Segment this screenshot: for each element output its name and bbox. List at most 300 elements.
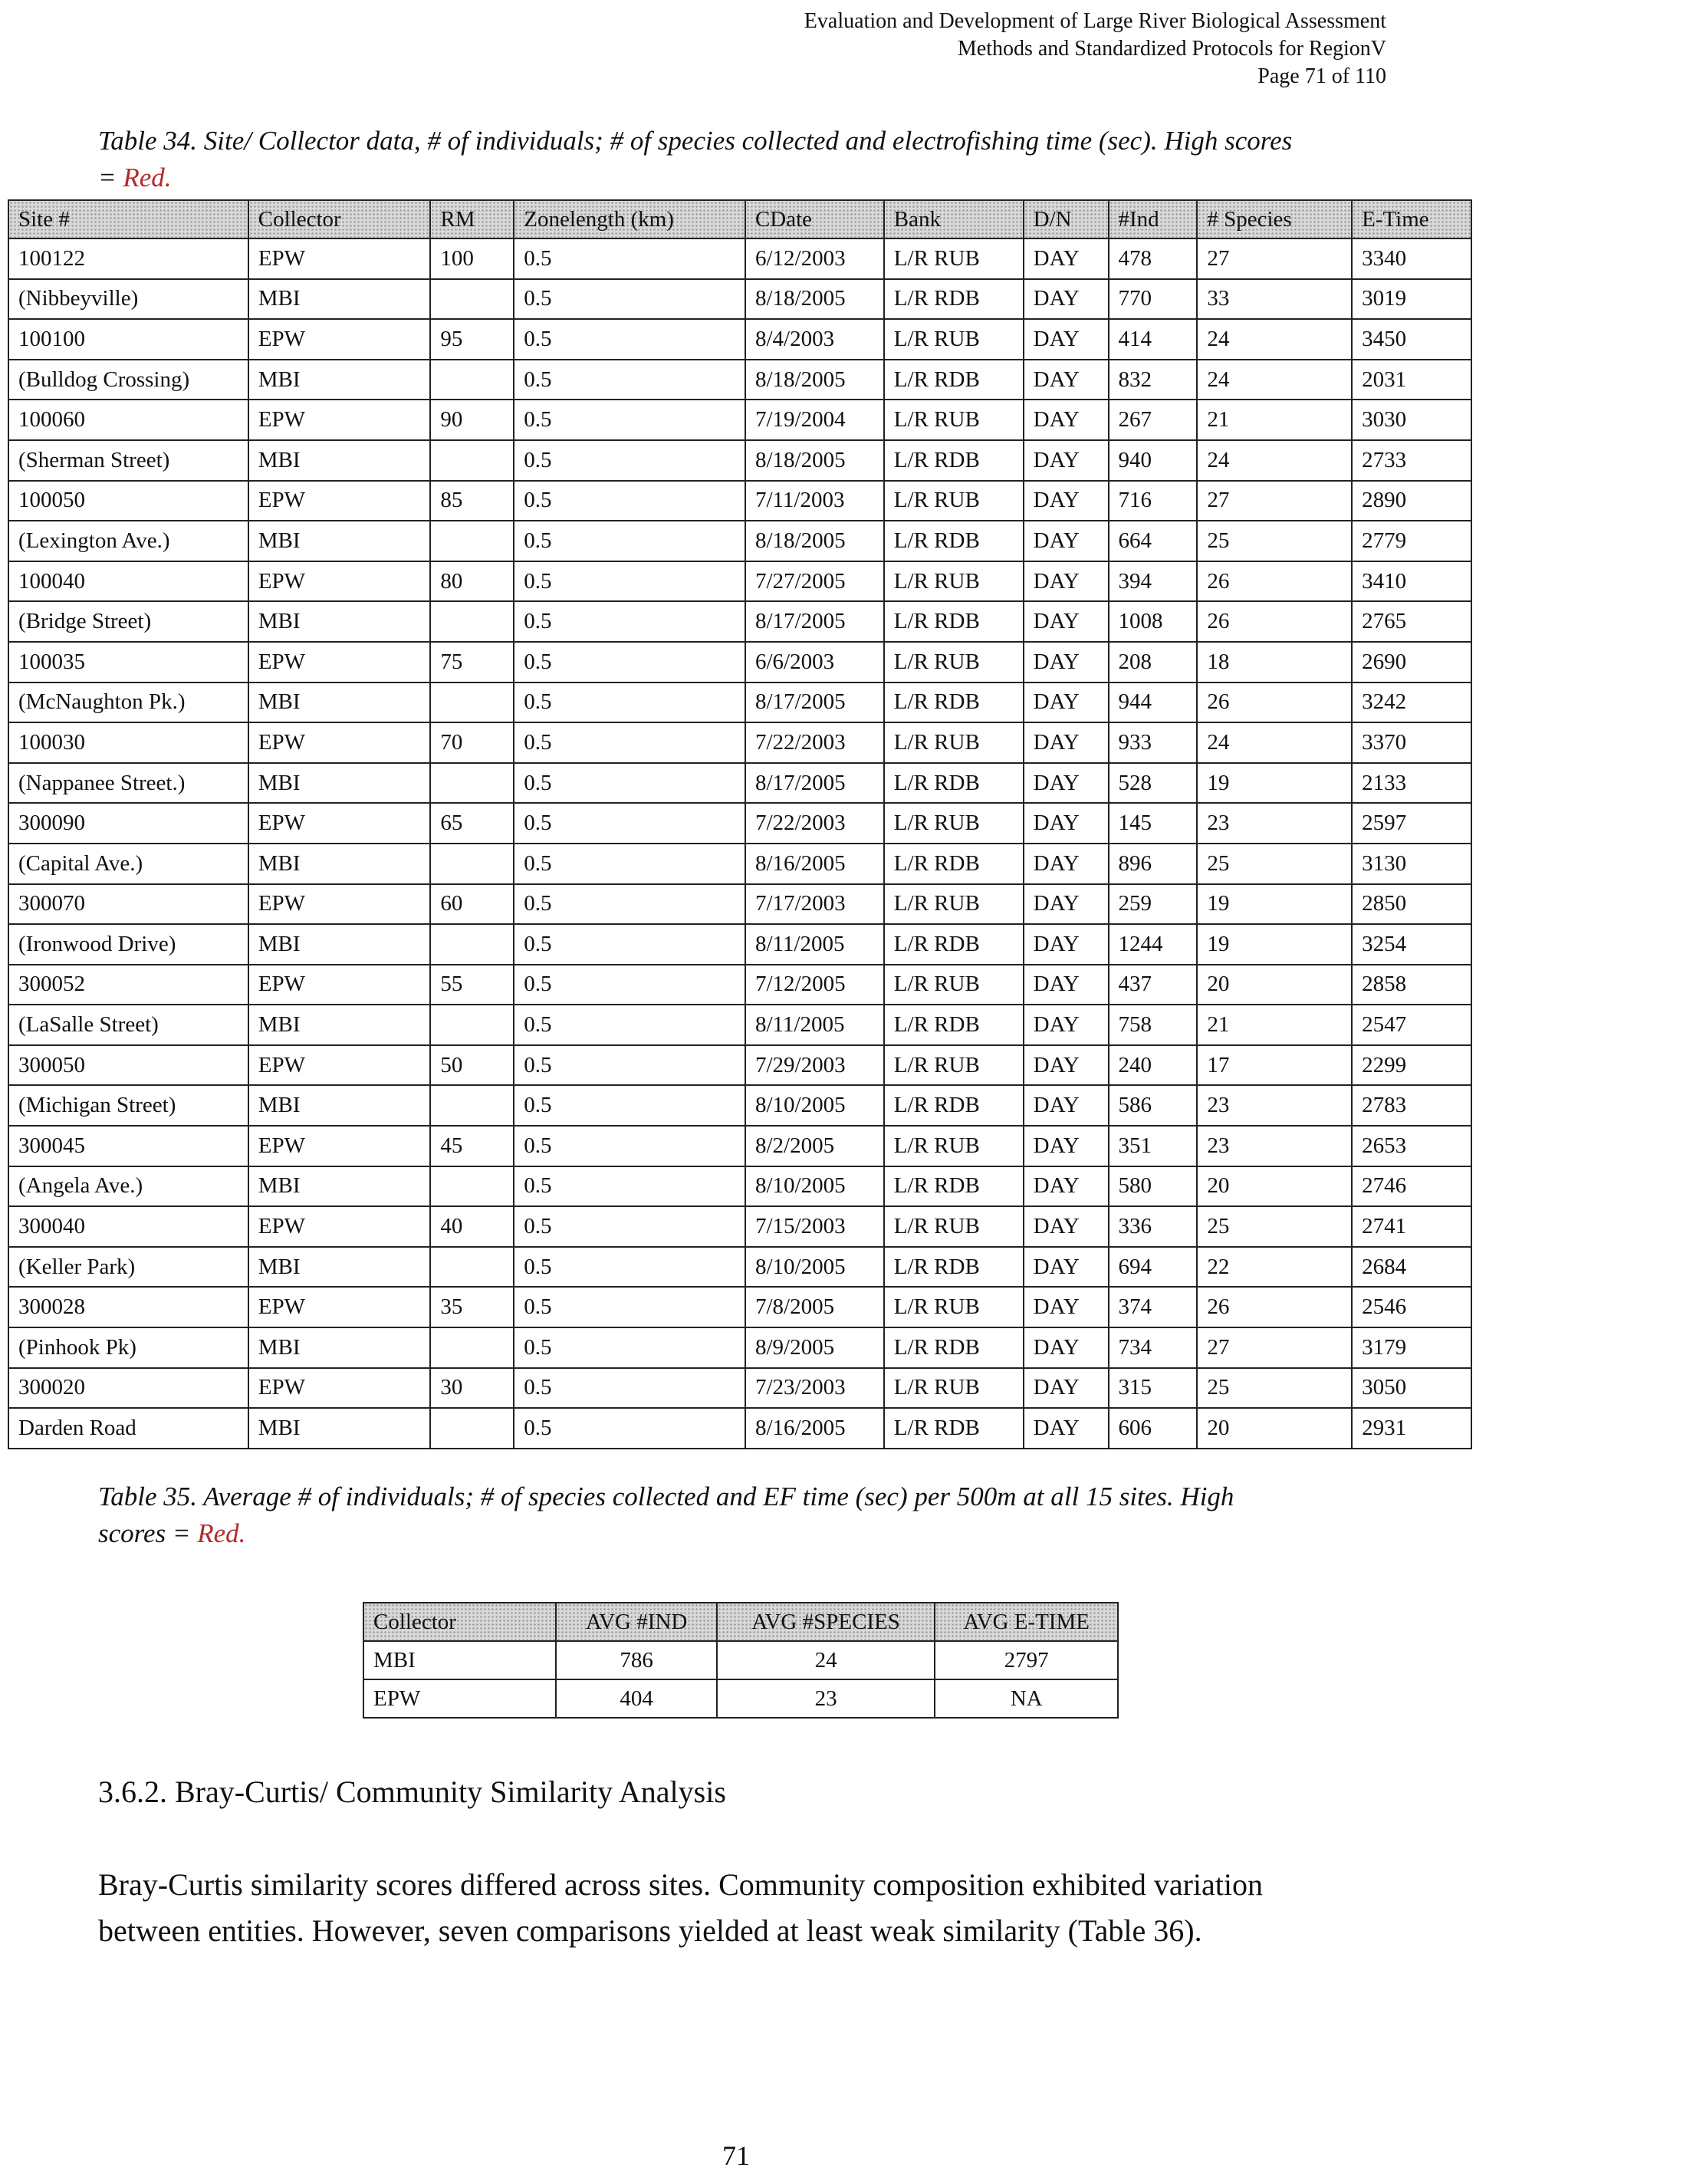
table34-cell: DAY xyxy=(1024,965,1109,1005)
table34-cell: L/R RDB xyxy=(884,924,1024,965)
table34-cell: (Pinhook Pk) xyxy=(8,1327,248,1368)
table34-cell: L/R RDB xyxy=(884,360,1024,400)
table34-cell: 21 xyxy=(1197,1005,1352,1045)
table34-cell: 100035 xyxy=(8,642,248,682)
table34-cell: L/R RUB xyxy=(884,1368,1024,1409)
table34-cell: L/R RDB xyxy=(884,601,1024,642)
table34-cell: 3030 xyxy=(1352,400,1471,440)
table34-cell: 315 xyxy=(1109,1368,1198,1409)
table34-cell: 7/15/2003 xyxy=(745,1206,884,1247)
table34-cell: DAY xyxy=(1024,1166,1109,1207)
table34-cell xyxy=(430,1085,514,1126)
table34-cell: 8/10/2005 xyxy=(745,1085,884,1126)
table34-cell: EPW xyxy=(248,319,431,360)
table34-cell: MBI xyxy=(248,440,431,481)
table34-cell: 100 xyxy=(430,238,514,279)
table34-row xyxy=(8,360,1471,400)
table34-row xyxy=(8,1005,1471,1045)
table34-cell: 2783 xyxy=(1352,1085,1471,1126)
table34-cell: 2746 xyxy=(1352,1166,1471,1207)
table34-cell: L/R RUB xyxy=(884,1287,1024,1327)
table34-cell: 27 xyxy=(1197,1327,1352,1368)
table34-cell: 259 xyxy=(1109,884,1198,925)
table34-cell: 75 xyxy=(430,642,514,682)
table34-cell: 7/23/2003 xyxy=(745,1368,884,1409)
table34-cell: DAY xyxy=(1024,682,1109,723)
table34-cell: 24 xyxy=(1197,360,1352,400)
table34-cell: 2690 xyxy=(1352,642,1471,682)
table34-cell: 70 xyxy=(430,722,514,763)
table34-cell: DAY xyxy=(1024,400,1109,440)
table34-cell xyxy=(430,1327,514,1368)
table34-cell: EPW xyxy=(248,965,431,1005)
table34-cell: DAY xyxy=(1024,440,1109,481)
header-line-1: Evaluation and Development of Large River Biological Assessment xyxy=(804,9,1386,33)
table34-row xyxy=(8,521,1471,561)
table35-col-header: AVG #SPECIES xyxy=(717,1603,935,1641)
table34-cell: 0.5 xyxy=(514,844,745,884)
table34-cell: 8/17/2005 xyxy=(745,682,884,723)
table34-cell: 940 xyxy=(1109,440,1198,481)
table34-cell: 758 xyxy=(1109,1005,1198,1045)
table34-cell: 8/17/2005 xyxy=(745,601,884,642)
header-line-2: Methods and Standardized Protocols for RegionV xyxy=(957,37,1386,61)
table34-cell: 55 xyxy=(430,965,514,1005)
table34-cell: (LaSalle Street) xyxy=(8,1005,248,1045)
table34-cell: L/R RDB xyxy=(884,1166,1024,1207)
table34-cell: 0.5 xyxy=(514,1327,745,1368)
table34-cell: 0.5 xyxy=(514,1368,745,1409)
table34-cell: DAY xyxy=(1024,1247,1109,1288)
table34-row xyxy=(8,481,1471,521)
table34-cell: 2547 xyxy=(1352,1005,1471,1045)
table34-cell xyxy=(430,521,514,561)
table34-row xyxy=(8,1166,1471,1207)
table34-cell: 0.5 xyxy=(514,1126,745,1166)
table34-cell: 25 xyxy=(1197,1206,1352,1247)
table34-cell: 300070 xyxy=(8,884,248,925)
table34-cell: L/R RDB xyxy=(884,1085,1024,1126)
table34-cell: 0.5 xyxy=(514,1287,745,1327)
table34-cell: 8/17/2005 xyxy=(745,763,884,804)
table34-cell: 2858 xyxy=(1352,965,1471,1005)
table34-cell: 0.5 xyxy=(514,1085,745,1126)
table34-cell: 300028 xyxy=(8,1287,248,1327)
table34-cell: (Michigan Street) xyxy=(8,1085,248,1126)
table34-cell: 606 xyxy=(1109,1408,1198,1449)
table34-cell xyxy=(430,1247,514,1288)
table35-col-header: Collector xyxy=(363,1603,556,1641)
table34-row xyxy=(8,722,1471,763)
table34-cell: 45 xyxy=(430,1126,514,1166)
table34-row xyxy=(8,1126,1471,1166)
table34-cell: 27 xyxy=(1197,238,1352,279)
table34-col-header: # Species xyxy=(1197,200,1352,238)
table35-cell: 786 xyxy=(556,1641,717,1679)
table34-cell: EPW xyxy=(248,481,431,521)
section-heading: 3.6.2. Bray-Curtis/ Community Similarity Analysis xyxy=(98,1774,726,1809)
table34-cell: DAY xyxy=(1024,844,1109,884)
table35-row xyxy=(363,1641,1118,1679)
table34-cell: L/R RDB xyxy=(884,279,1024,320)
table34-cell: 26 xyxy=(1197,601,1352,642)
table34-cell: L/R RDB xyxy=(884,1408,1024,1449)
table34-cell: 0.5 xyxy=(514,561,745,602)
table34-cell: 90 xyxy=(430,400,514,440)
table34-cell: 1244 xyxy=(1109,924,1198,965)
table34-cell: 30 xyxy=(430,1368,514,1409)
table34-cell: L/R RUB xyxy=(884,965,1024,1005)
table34-cell: L/R RUB xyxy=(884,400,1024,440)
table34-cell: 85 xyxy=(430,481,514,521)
table34-cell: 0.5 xyxy=(514,1166,745,1207)
table34-cell: L/R RUB xyxy=(884,642,1024,682)
table34-cell: 0.5 xyxy=(514,803,745,844)
table34-cell: 26 xyxy=(1197,682,1352,723)
table34-cell: 2733 xyxy=(1352,440,1471,481)
table34-caption-line-2 xyxy=(98,160,1402,196)
table34-cell: L/R RUB xyxy=(884,884,1024,925)
table34-row xyxy=(8,1327,1471,1368)
table34-cell: 2890 xyxy=(1352,481,1471,521)
table34-cell: 8/10/2005 xyxy=(745,1247,884,1288)
table34-row xyxy=(8,803,1471,844)
table34-cell: 23 xyxy=(1197,803,1352,844)
table34-cell: 25 xyxy=(1197,521,1352,561)
table34-cell: 0.5 xyxy=(514,1206,745,1247)
table34-cell: (Angela Ave.) xyxy=(8,1166,248,1207)
table34-cell: 0.5 xyxy=(514,965,745,1005)
table34-cell: L/R RUB xyxy=(884,722,1024,763)
table34-cell: 7/22/2003 xyxy=(745,722,884,763)
table34-cell: 7/12/2005 xyxy=(745,965,884,1005)
table34-cell: 586 xyxy=(1109,1085,1198,1126)
table34-cell: L/R RDB xyxy=(884,440,1024,481)
table34-cell: 8/11/2005 xyxy=(745,924,884,965)
table34-row xyxy=(8,844,1471,884)
table34-cell xyxy=(430,682,514,723)
table34-cell: DAY xyxy=(1024,924,1109,965)
table34-cell: 7/11/2003 xyxy=(745,481,884,521)
table34-cell: 694 xyxy=(1109,1247,1198,1288)
table35-header-row xyxy=(363,1603,1118,1641)
table34-cell: 65 xyxy=(430,803,514,844)
table34-cell: 35 xyxy=(430,1287,514,1327)
table34-cell: 300050 xyxy=(8,1045,248,1086)
table34-cell xyxy=(430,1166,514,1207)
table34-cell: 8/9/2005 xyxy=(745,1327,884,1368)
table34-cell: 0.5 xyxy=(514,360,745,400)
table34-cell: DAY xyxy=(1024,561,1109,602)
table34-row xyxy=(8,561,1471,602)
table34-cell: L/R RDB xyxy=(884,1247,1024,1288)
table34-cell: (Bulldog Crossing) xyxy=(8,360,248,400)
table34-cell: 0.5 xyxy=(514,279,745,320)
table35-row xyxy=(363,1679,1118,1718)
table34-row xyxy=(8,1085,1471,1126)
table34-row xyxy=(8,1247,1471,1288)
table34-cell: 18 xyxy=(1197,642,1352,682)
table34-cell: EPW xyxy=(248,1287,431,1327)
table34-cell: 0.5 xyxy=(514,400,745,440)
table34-cell: (Sherman Street) xyxy=(8,440,248,481)
table34-cell xyxy=(430,844,514,884)
table34-cell: MBI xyxy=(248,1408,431,1449)
table35-cell: 23 xyxy=(717,1679,935,1718)
table34-cell: DAY xyxy=(1024,642,1109,682)
header-line-3: Page 71 of 110 xyxy=(1257,64,1386,88)
table35-cell: 404 xyxy=(556,1679,717,1718)
table34-cell: 300040 xyxy=(8,1206,248,1247)
table34-row xyxy=(8,279,1471,320)
table34-cell: MBI xyxy=(248,844,431,884)
table34-cell: 100122 xyxy=(8,238,248,279)
table34-cell: 0.5 xyxy=(514,682,745,723)
table34-cell: EPW xyxy=(248,238,431,279)
table34-cell: EPW xyxy=(248,1368,431,1409)
table34-cell: 933 xyxy=(1109,722,1198,763)
table34-row xyxy=(8,642,1471,682)
table34-cell: MBI xyxy=(248,1085,431,1126)
table34-cell: DAY xyxy=(1024,601,1109,642)
table34-row xyxy=(8,924,1471,965)
table34-cell: 3450 xyxy=(1352,319,1471,360)
table34-cell: 2741 xyxy=(1352,1206,1471,1247)
table34-cell: Darden Road xyxy=(8,1408,248,1449)
table34-cell: 478 xyxy=(1109,238,1198,279)
table34-cell: 25 xyxy=(1197,1368,1352,1409)
table34-cell: DAY xyxy=(1024,1085,1109,1126)
table34-cell: 0.5 xyxy=(514,884,745,925)
table34-cell: 208 xyxy=(1109,642,1198,682)
table34-cell: DAY xyxy=(1024,1287,1109,1327)
table34-cell: DAY xyxy=(1024,1045,1109,1086)
table34-cell: 1008 xyxy=(1109,601,1198,642)
table34-cell: 100060 xyxy=(8,400,248,440)
table34-cell: 20 xyxy=(1197,1408,1352,1449)
table34-cell: DAY xyxy=(1024,763,1109,804)
table34-cell: 21 xyxy=(1197,400,1352,440)
table34-cell: MBI xyxy=(248,1327,431,1368)
page-number: 71 xyxy=(722,2140,750,2171)
table34-cell: 300045 xyxy=(8,1126,248,1166)
table34-cell: DAY xyxy=(1024,521,1109,561)
table34-cell: MBI xyxy=(248,924,431,965)
table34-cell: L/R RUB xyxy=(884,803,1024,844)
table34-cell: EPW xyxy=(248,642,431,682)
table35-caption-line-2 xyxy=(98,1515,1402,1552)
table34-cell: L/R RDB xyxy=(884,682,1024,723)
table34-cell: 0.5 xyxy=(514,440,745,481)
table34-cell xyxy=(430,763,514,804)
table34-cell: 8/18/2005 xyxy=(745,360,884,400)
table34-col-header: #Ind xyxy=(1109,200,1198,238)
table34-cell: 8/11/2005 xyxy=(745,1005,884,1045)
section-paragraph: Bray-Curtis similarity scores differed across sites. Community composition exhibited variation between entities. However, seven comparisons yielded at least weak similarity (Table 36). xyxy=(98,1867,1264,1948)
table34-cell: 17 xyxy=(1197,1045,1352,1086)
table34-cell: 896 xyxy=(1109,844,1198,884)
table34-cell: L/R RDB xyxy=(884,521,1024,561)
table34-cell: MBI xyxy=(248,1005,431,1045)
table35-col-header: AVG #IND xyxy=(556,1603,717,1641)
table34-caption-line-1: Table 34. Site/ Collector data, # of individuals; # of species collected and electrofishing time (sec). High scores xyxy=(98,126,1293,156)
table34-cell: 8/16/2005 xyxy=(745,1408,884,1449)
table34-cell: 0.5 xyxy=(514,481,745,521)
table34-cell: EPW xyxy=(248,1126,431,1166)
table34-cell: 24 xyxy=(1197,440,1352,481)
table34-cell: 3050 xyxy=(1352,1368,1471,1409)
table34-cell xyxy=(430,440,514,481)
table34-cell: 3370 xyxy=(1352,722,1471,763)
table34-row xyxy=(8,238,1471,279)
table34-cell: 50 xyxy=(430,1045,514,1086)
table34-cell: 26 xyxy=(1197,1287,1352,1327)
table34-cell: L/R RUB xyxy=(884,1126,1024,1166)
table34-cell: L/R RUB xyxy=(884,1045,1024,1086)
table34-row xyxy=(8,440,1471,481)
table34-cell: 27 xyxy=(1197,481,1352,521)
table34-cell: 0.5 xyxy=(514,1408,745,1449)
table34-col-header: Bank xyxy=(884,200,1024,238)
table34-cell: L/R RUB xyxy=(884,319,1024,360)
table34-cell xyxy=(430,601,514,642)
table34-cell: 7/19/2004 xyxy=(745,400,884,440)
table35-cell: NA xyxy=(935,1679,1118,1718)
table34-cell: 2931 xyxy=(1352,1408,1471,1449)
table34-col-header: D/N xyxy=(1024,200,1109,238)
table34-cell: L/R RDB xyxy=(884,1005,1024,1045)
table34-cell: 2031 xyxy=(1352,360,1471,400)
table34-cell xyxy=(430,1408,514,1449)
table34-cell: 8/10/2005 xyxy=(745,1166,884,1207)
table34-cell: 2779 xyxy=(1352,521,1471,561)
table34-col-header: Zonelength (km) xyxy=(514,200,745,238)
table34-cell: MBI xyxy=(248,682,431,723)
table34-cell: 0.5 xyxy=(514,763,745,804)
table34-cell: 0.5 xyxy=(514,642,745,682)
table34-cell: 8/18/2005 xyxy=(745,521,884,561)
table34-cell: 2546 xyxy=(1352,1287,1471,1327)
table35-body xyxy=(363,1641,1118,1718)
table34-cell: 40 xyxy=(430,1206,514,1247)
table34-cell: 3130 xyxy=(1352,844,1471,884)
table34-cell: 8/18/2005 xyxy=(745,279,884,320)
table34-cell: DAY xyxy=(1024,238,1109,279)
table35-cell: MBI xyxy=(363,1641,556,1679)
table34-cell: 22 xyxy=(1197,1247,1352,1288)
table34-cell: 240 xyxy=(1109,1045,1198,1086)
table34-cell: 100040 xyxy=(8,561,248,602)
table34-cell: 8/16/2005 xyxy=(745,844,884,884)
table34-cell xyxy=(430,360,514,400)
table34-cell: L/R RUB xyxy=(884,561,1024,602)
table34-row xyxy=(8,319,1471,360)
table34-cell: L/R RUB xyxy=(884,481,1024,521)
table34-cell: EPW xyxy=(248,803,431,844)
table34-cell: (Capital Ave.) xyxy=(8,844,248,884)
table34-cell: 832 xyxy=(1109,360,1198,400)
table34-cell: DAY xyxy=(1024,1005,1109,1045)
table34-cell: (Ironwood Drive) xyxy=(8,924,248,965)
table34-cell: DAY xyxy=(1024,481,1109,521)
table34-cell: DAY xyxy=(1024,279,1109,320)
table34-cell: 33 xyxy=(1197,279,1352,320)
table34-cell: 437 xyxy=(1109,965,1198,1005)
table34-cell: EPW xyxy=(248,1045,431,1086)
table34-cell: 24 xyxy=(1197,319,1352,360)
table34-header-row xyxy=(8,200,1471,238)
table34-cell: MBI xyxy=(248,601,431,642)
table34-cell: 2299 xyxy=(1352,1045,1471,1086)
table34-cell: 528 xyxy=(1109,763,1198,804)
table35-caption-tail: scores = xyxy=(98,1518,198,1548)
table34-cell: L/R RUB xyxy=(884,238,1024,279)
table34-cell: 100030 xyxy=(8,722,248,763)
table34-cell: DAY xyxy=(1024,1368,1109,1409)
table34-cell: 0.5 xyxy=(514,1005,745,1045)
table34-cell: 300090 xyxy=(8,803,248,844)
table34-caption-red: Red. xyxy=(123,163,172,192)
table34-cell: 80 xyxy=(430,561,514,602)
table34-cell: DAY xyxy=(1024,722,1109,763)
table34-row xyxy=(8,1287,1471,1327)
table34-row xyxy=(8,400,1471,440)
table34-cell: 3410 xyxy=(1352,561,1471,602)
table34-body xyxy=(8,238,1471,1449)
table34-cell: EPW xyxy=(248,1206,431,1247)
table34-cell: 100050 xyxy=(8,481,248,521)
table34-cell: 20 xyxy=(1197,965,1352,1005)
table34-cell: MBI xyxy=(248,1247,431,1288)
table35-caption-line-1: Table 35. Average # of individuals; # of species collected and EF time (sec) per 500m at all 15 sites. High xyxy=(98,1482,1234,1511)
table34-cell: L/R RDB xyxy=(884,1327,1024,1368)
table34-cell: 770 xyxy=(1109,279,1198,320)
table34-row xyxy=(8,965,1471,1005)
table34-cell: 414 xyxy=(1109,319,1198,360)
table34-row xyxy=(8,763,1471,804)
table34 xyxy=(8,199,1472,1449)
table34-cell: 23 xyxy=(1197,1126,1352,1166)
table34-cell: 3254 xyxy=(1352,924,1471,965)
table34-cell: 7/17/2003 xyxy=(745,884,884,925)
table35-cell: 2797 xyxy=(935,1641,1118,1679)
table34-cell: 300020 xyxy=(8,1368,248,1409)
table34-cell: 267 xyxy=(1109,400,1198,440)
table34-cell: 0.5 xyxy=(514,319,745,360)
table34-cell xyxy=(430,924,514,965)
table34-col-header: Collector xyxy=(248,200,431,238)
table34-cell: (Nappanee Street.) xyxy=(8,763,248,804)
table34-cell: MBI xyxy=(248,360,431,400)
table34-cell xyxy=(430,279,514,320)
table34-cell: 23 xyxy=(1197,1085,1352,1126)
table34-cell: 19 xyxy=(1197,763,1352,804)
table34-cell: 2850 xyxy=(1352,884,1471,925)
table34-cell: (Bridge Street) xyxy=(8,601,248,642)
table34-cell: 0.5 xyxy=(514,924,745,965)
table34-cell: 8/18/2005 xyxy=(745,440,884,481)
table34-cell: 734 xyxy=(1109,1327,1198,1368)
table34-cell: DAY xyxy=(1024,1327,1109,1368)
table34-col-header: E-Time xyxy=(1352,200,1471,238)
table34-cell: 100100 xyxy=(8,319,248,360)
table34-cell: 3179 xyxy=(1352,1327,1471,1368)
table34-row xyxy=(8,1045,1471,1086)
table34-cell: (Lexington Ave.) xyxy=(8,521,248,561)
table35 xyxy=(363,1602,1119,1719)
table34-cell: 60 xyxy=(430,884,514,925)
table34-cell: (Nibbeyville) xyxy=(8,279,248,320)
